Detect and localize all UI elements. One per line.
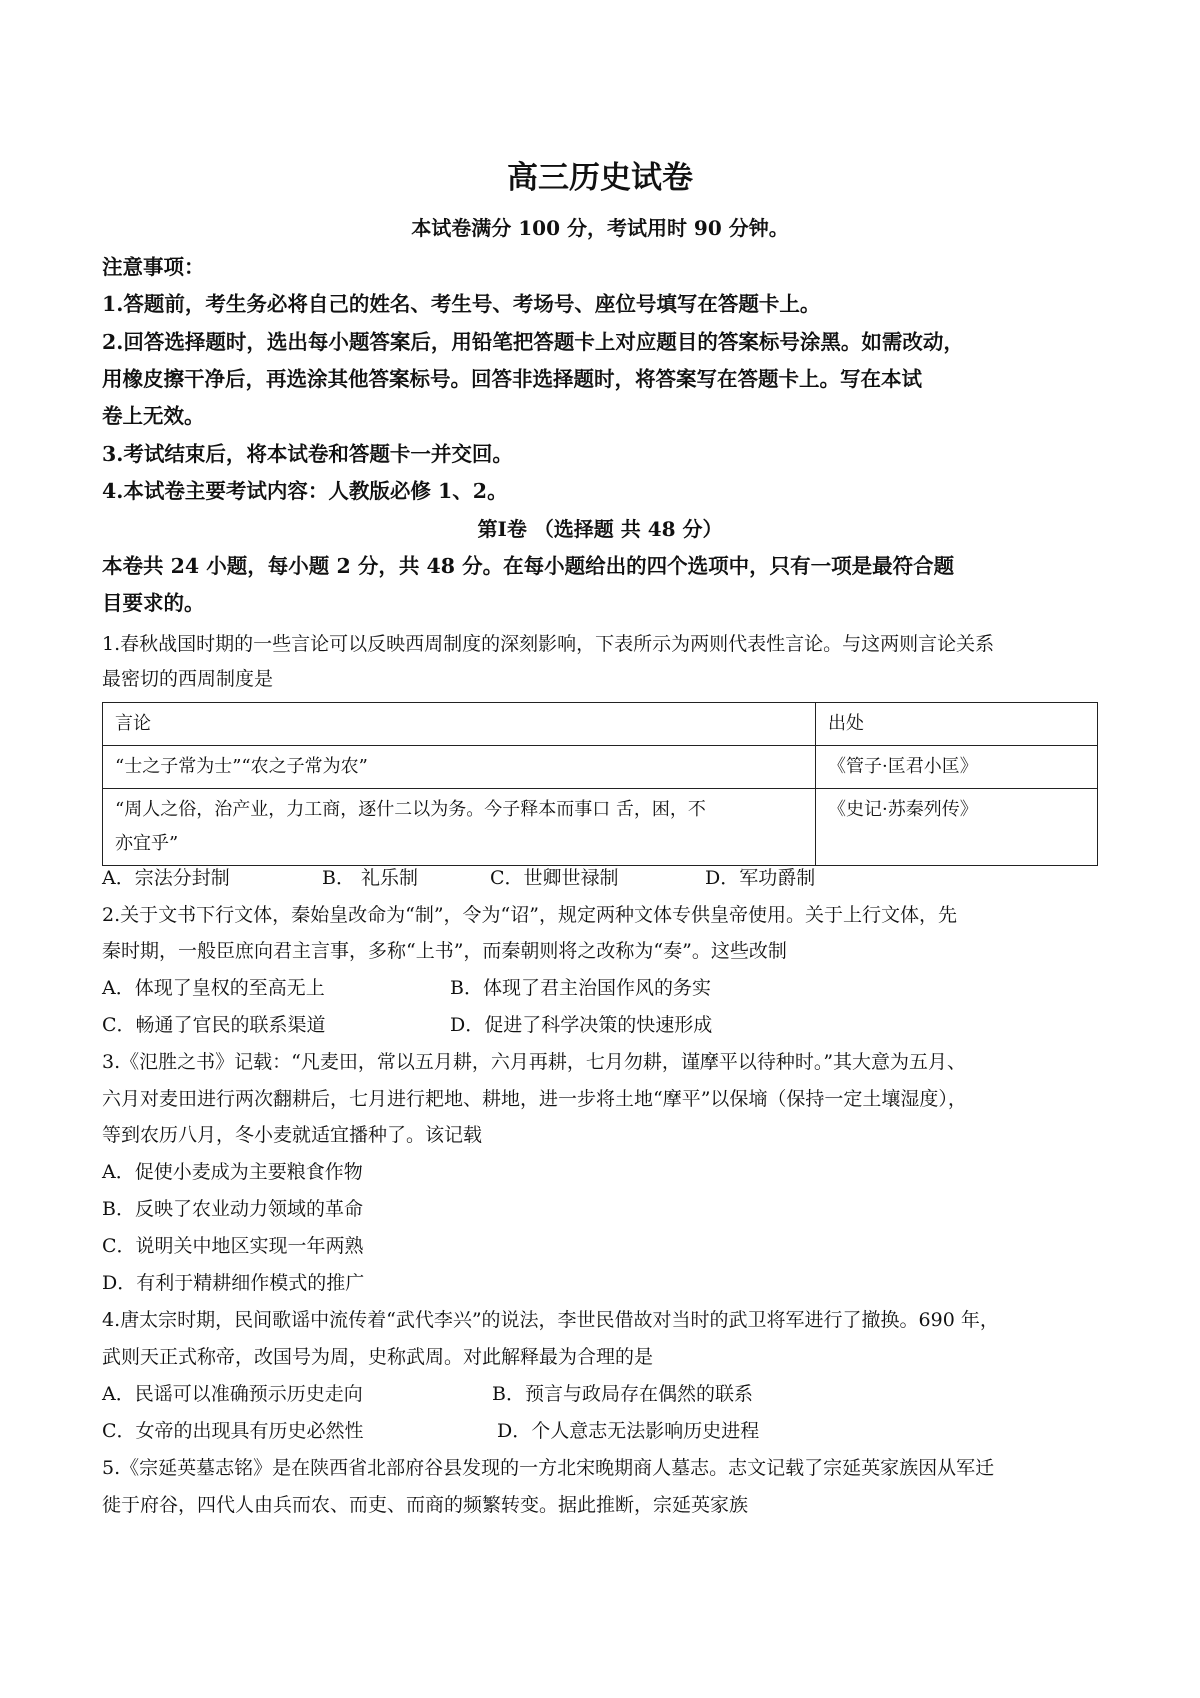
quote-line: 亦宜乎” [115, 833, 179, 854]
option-d: D．个人意志无法影响历史进程 [497, 1420, 760, 1442]
option-d: D．军功爵制 [705, 867, 816, 889]
option-b: B．体现了君主治国作风的务实 [450, 977, 711, 999]
question-2-stem: 2.关于文书下行文体，秦始皇改命为“制”，令为“诏”，规定两种文体专供皇帝使用。关于上行文体，先 [102, 904, 957, 926]
option-c: C．世卿世禄制 [490, 867, 619, 889]
quote-line: “周人之俗，治产业，力工商，逐什二以为务。今子释本而事口 舌，困，不 [115, 799, 706, 820]
section-instructions: 目要求的。 [102, 591, 205, 615]
section-instructions: 本卷共 24 小题，每小题 2 分，共 48 分。在每小题给出的四个选项中，只有一项是最符合题 [102, 554, 955, 578]
notice-item: 2.回答选择题时，选出每小题答案后，用铅笔把答题卡上对应题目的答案标号涂黑。如需改动， [102, 330, 964, 354]
option-a: A．体现了皇权的至高无上 [102, 977, 325, 999]
question-5-stem: 5.《宗延英墓志铭》是在陕西省北部府谷县发现的一方北宋晚期商人墓志。志文记载了宗延英家族因从军迁 [102, 1457, 995, 1479]
notice-item: 用橡皮擦干净后，再选涂其他答案标号。回答非选择题时，将答案写在答题卡上。写在本试 [102, 367, 922, 391]
question-3-stem: 六月对麦田进行两次翻耕后，七月进行耙地、耕地，进一步将土地“摩平”以保墒（保持一定土壤湿度）， [102, 1088, 967, 1110]
section-title: 第Ⅰ卷 （选择题 共 48 分） [477, 517, 723, 541]
table-cell-source: 《管子·匡君小匡》 [816, 746, 1098, 789]
table-cell-quote: “士之子常为士”“农之子常为农” [103, 746, 816, 789]
question-1-stem: 1.春秋战国时期的一些言论可以反映西周制度的深刻影响，下表所示为两则代表性言论。与这两则言论关系 [102, 633, 995, 655]
question-2-stem: 秦时期，一般臣庶向君主言事，多称“上书”，而秦朝则将之改称为“奏”。这些改制 [102, 940, 787, 962]
option-a: A．民谣可以准确预示历史走向 [102, 1383, 363, 1405]
option-c: C．畅通了官民的联系渠道 [102, 1014, 326, 1036]
notice-item: 4.本试卷主要考试内容：人教版必修 1、2。 [102, 479, 508, 503]
option-b: B． 礼乐制 [322, 867, 419, 889]
table-row [103, 746, 1098, 789]
table-cell-source: 《史记·苏秦列传》 [816, 789, 1098, 866]
option-d: D．有利于精耕细作模式的推广 [102, 1272, 365, 1294]
question-1-table [102, 702, 1098, 866]
question-4-stem: 4.唐太宗时期，民间歌谣中流传着“武代李兴”的说法，李世民借故对当时的武卫将军进行了撤换。690 年， [102, 1309, 999, 1331]
notice-item: 3.考试结束后，将本试卷和答题卡一并交回。 [102, 442, 513, 466]
option-c: C．说明关中地区实现一年两熟 [102, 1235, 364, 1257]
option-d: D．促进了科学决策的快速形成 [450, 1014, 713, 1036]
notice-item: 1.答题前，考生务必将自己的姓名、考生号、考场号、座位号填写在答题卡上。 [102, 292, 821, 316]
table-header-quote: 言论 [103, 703, 816, 746]
option-c: C．女帝的出现具有历史必然性 [102, 1420, 364, 1442]
option-a: A．宗法分封制 [102, 867, 230, 889]
option-a: A．促使小麦成为主要粮食作物 [102, 1161, 363, 1183]
exam-info: 本试卷满分 100 分，考试用时 90 分钟。 [411, 216, 789, 240]
question-1-stem: 最密切的西周制度是 [102, 668, 274, 690]
option-b: B．反映了农业动力领域的革命 [102, 1198, 363, 1220]
table-row [103, 789, 1098, 866]
notice-heading: 注意事项： [102, 255, 205, 279]
question-4-stem: 武则天正式称帝，改国号为周，史称武周。对此解释最为合理的是 [102, 1346, 654, 1368]
question-5-stem: 徙于府谷，四代人由兵而农、而吏、而商的频繁转变。据此推断，宗延英家族 [102, 1494, 749, 1516]
table-header-source: 出处 [816, 703, 1098, 746]
question-3-stem: 等到农历八月，冬小麦就适宜播种了。该记载 [102, 1124, 483, 1146]
page-title: 高三历史试卷 [507, 160, 693, 196]
option-b: B．预言与政局存在偶然的联系 [492, 1383, 753, 1405]
table-header-row [103, 703, 1098, 746]
table-cell-quote [103, 789, 816, 866]
notice-item: 卷上无效。 [102, 404, 205, 428]
question-3-stem: 3.《氾胜之书》记载：“凡麦田，常以五月耕，六月再耕，七月勿耕，谨摩平以待种时。”其大意为五月、 [102, 1051, 967, 1073]
